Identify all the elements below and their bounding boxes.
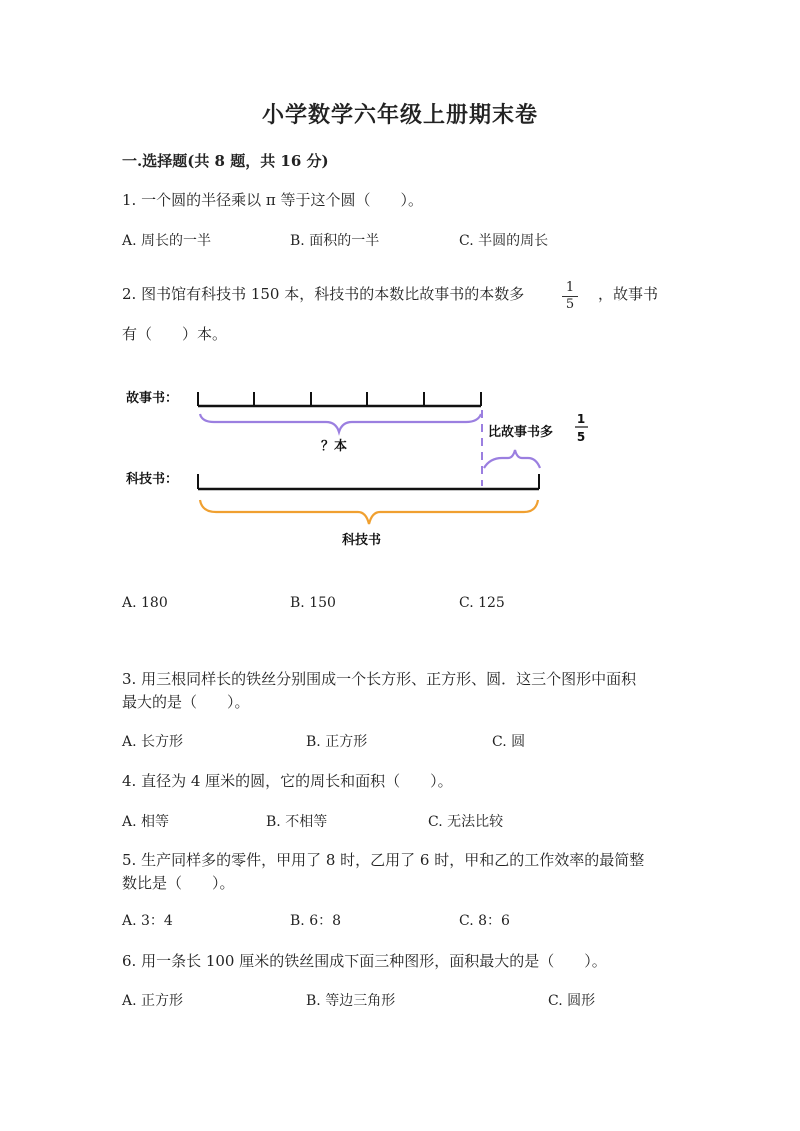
question-5-stem: 5. 生产同样多的零件，甲用了 8 时，乙用了 6 时，甲和乙的工作效率的最简整	[122, 851, 645, 869]
question-6-option-b: B. 等边三角形	[306, 993, 396, 1009]
question-2-fraction	[562, 280, 578, 313]
question-2-stem-line2: 有（ ）本。	[122, 325, 228, 343]
question-1-stem: 1. 一个圆的半径乘以 π 等于这个圆（ ）。	[122, 191, 423, 209]
book-comparison-diagram	[0, 370, 800, 560]
question-5-stem-line2: 数比是（ ）。	[122, 874, 235, 892]
question-4-option-c: C. 无法比较	[428, 814, 504, 830]
more-label: 比故事书多	[488, 425, 554, 440]
question-5-option-a: A. 3：4	[122, 913, 173, 929]
question-3-option-a: A. 长方形	[122, 734, 184, 750]
question-5-option-c: C. 8：6	[459, 913, 510, 929]
fraction-denominator: 5	[565, 297, 575, 312]
question-1-option-c: C. 半圆的周长	[459, 233, 549, 249]
fraction-numerator: 1	[562, 280, 578, 297]
question-3-stem: 3. 用三根同样长的铁丝分别围成一个长方形、正方形、圆．这三个图形中面积	[122, 670, 637, 688]
question-3-option-b: B. 正方形	[306, 734, 368, 750]
question-1-option-a: A. 周长的一半	[122, 233, 212, 249]
extra-part-brace	[484, 450, 540, 468]
tech-book-brace-label: 科技书	[342, 533, 382, 548]
more-fraction-denominator: 5	[576, 430, 586, 444]
question-2-option-c: C. 125	[459, 595, 505, 611]
question-2-stem: 2. 图书馆有科技书 150 本，科技书的本数比故事书的本数多	[122, 285, 525, 303]
question-2-option-a: A. 180	[122, 595, 168, 611]
question-5-option-b: B. 6：8	[290, 913, 342, 929]
question-3-stem-line2: 最大的是（ ）。	[122, 693, 250, 711]
question-2-option-b: B. 150	[290, 595, 336, 611]
section-heading: 一.选择题(共 8 题，共 16 分)	[122, 152, 329, 170]
tech-book-label: 科技书：	[126, 472, 179, 487]
story-book-label: 故事书：	[126, 391, 179, 406]
story-book-brace	[200, 414, 481, 432]
story-book-brace-label: ？本	[321, 439, 348, 454]
question-4-option-b: B. 不相等	[266, 814, 328, 830]
page-title: 小学数学六年级上册期末卷	[261, 102, 538, 128]
tech-book-brace	[200, 500, 538, 524]
question-2-stem-tail: ，故事书	[598, 285, 659, 303]
question-6-stem: 6. 用一条长 100 厘米的铁丝围成下面三种图形，面积最大的是（ ）。	[122, 952, 607, 970]
question-4-stem: 4. 直径为 4 厘米的圆，它的周长和面积（ ）。	[122, 772, 453, 790]
question-3-option-c: C. 圆	[492, 734, 526, 750]
question-6-option-c: C. 圆形	[548, 993, 596, 1009]
more-fraction-numerator: 1	[576, 412, 586, 426]
question-4-option-a: A. 相等	[122, 814, 170, 830]
question-6-option-a: A. 正方形	[122, 993, 184, 1009]
story-book-ticks	[198, 392, 481, 406]
question-1-option-b: B. 面积的一半	[290, 233, 380, 249]
